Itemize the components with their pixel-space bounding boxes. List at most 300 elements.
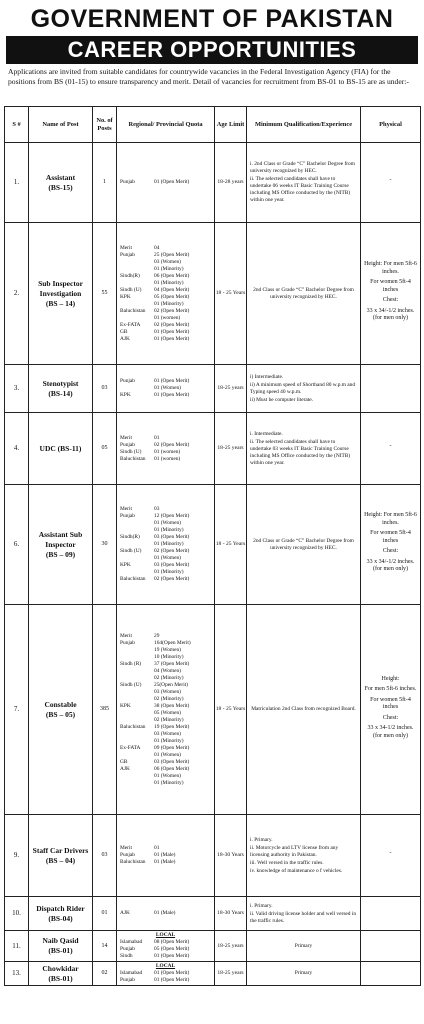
quota-line <box>120 696 211 703</box>
quota-region <box>120 555 154 562</box>
quota-region: AJK <box>120 335 130 342</box>
quota-region: Baluchistan <box>120 307 146 314</box>
quota-region: Punjab <box>120 852 135 858</box>
cell-num-posts <box>93 931 117 962</box>
post-grade: (BS-14) <box>48 388 73 398</box>
cell-post <box>29 897 93 931</box>
cell-sno <box>5 485 29 605</box>
qualification-item: i. 2nd Class or Grade “C” Bachelor Degree from university recognized by HEC. <box>250 161 355 174</box>
table-row <box>5 815 421 897</box>
age-text: 18-30 Years <box>217 910 244 916</box>
post-name: Chowkidar <box>42 963 79 973</box>
quota-value: 01 (Minority) <box>154 527 184 533</box>
quota-value: 01 (Open Merit) <box>154 179 190 185</box>
quota-region: Punjab <box>120 513 135 519</box>
quota-region: Merit <box>120 632 132 639</box>
sno-text: 2. <box>13 289 20 297</box>
quota-line <box>120 780 211 787</box>
quota-region: KPK <box>120 702 131 709</box>
physical-item: Chest: <box>382 297 399 304</box>
cell-age <box>215 897 247 931</box>
post-name: Constable <box>44 699 77 709</box>
sno-text: 4. <box>13 444 20 452</box>
cell-physical <box>361 897 421 931</box>
quota-line <box>120 273 211 280</box>
qualification-item: Primary <box>294 942 313 949</box>
quota-value: 04 (Women) <box>154 667 181 674</box>
sno-text: 10. <box>12 909 21 917</box>
cell-age <box>215 365 247 413</box>
cell-quota <box>117 485 215 605</box>
quota-value: 05 (Open Merit) <box>154 946 190 952</box>
cell-qualification <box>247 931 361 962</box>
cell-post <box>29 223 93 365</box>
cell-age <box>215 931 247 962</box>
quota-region: Sindh (U) <box>120 548 142 554</box>
cell-post <box>29 815 93 897</box>
num-posts-text: 55 <box>101 290 108 296</box>
sno-text: 6. <box>13 540 20 548</box>
qualification-item: ii. Valid driving license holder and well versed in the traffic rules. <box>250 910 357 924</box>
quota-line <box>120 322 211 329</box>
cell-sno <box>5 223 29 365</box>
quota-line <box>120 287 211 294</box>
quota-line <box>120 562 211 569</box>
quota-region: Sindh(R) <box>120 272 140 279</box>
quota-line <box>120 640 211 647</box>
quota-region: GB <box>120 328 128 335</box>
cell-post <box>29 143 93 223</box>
quota-value: 25 (Open Merit) <box>154 251 190 258</box>
col-header-qualification: Minimum Qualification/Experience <box>247 107 361 143</box>
cell-physical <box>361 143 421 223</box>
quota-line <box>120 308 211 315</box>
quota-line <box>120 294 211 301</box>
post-grade: (BS-01) <box>48 973 73 983</box>
vacancy-table <box>4 106 421 986</box>
table-row <box>5 485 421 605</box>
quota-value: 01 (Male) <box>154 910 176 916</box>
quota-value: 02 (Open Merit) <box>154 307 190 314</box>
cell-physical <box>361 413 421 485</box>
quota-line <box>120 852 211 859</box>
post-grade: (BS – 05) <box>45 709 76 719</box>
col-header-quota: Regional/ Provincial Quota <box>117 107 215 143</box>
qualification-item: ii) A minimum speed of Shorthand 80 w.p.m and Typing speed 40 w.p.m. <box>250 381 356 395</box>
quota-region <box>120 541 154 548</box>
quota-region <box>120 315 154 322</box>
quota-line <box>120 752 211 759</box>
sno-text: 11. <box>12 941 21 950</box>
quota-region <box>120 773 154 780</box>
quota-line <box>120 703 211 710</box>
col-header-physical: Physical <box>361 107 421 143</box>
quota-value: 01 (Women) <box>154 385 181 391</box>
qualification-item: i. Primary. <box>250 902 273 909</box>
quota-value: 01 (Women) <box>154 751 181 758</box>
cell-sno <box>5 897 29 931</box>
age-text: 18 - 25 Years <box>215 541 246 547</box>
cell-post <box>29 931 93 962</box>
physical-item: 33 x 34/-1/2 inches. (for men only) <box>366 558 415 573</box>
quota-value: 01 (women) <box>154 455 181 462</box>
quota-region: Merit <box>120 244 132 251</box>
quota-region: KPK <box>120 562 131 568</box>
quota-region <box>120 385 154 392</box>
num-posts-text: 30 <box>101 541 108 547</box>
physical-item: For men 5ft-6 inches. <box>364 686 417 693</box>
post-name: UDC (BS-11) <box>39 443 82 453</box>
quota-region: Sindh (U) <box>120 448 142 455</box>
quota-line <box>120 738 211 745</box>
quota-line <box>120 717 211 724</box>
quota-line <box>120 654 211 661</box>
quota-line <box>120 661 211 668</box>
cell-num-posts <box>93 365 117 413</box>
sno-text: 13. <box>12 969 21 977</box>
cell-post <box>29 413 93 485</box>
quota-region <box>120 527 154 534</box>
quota-line <box>120 179 211 186</box>
num-posts-text: 01 <box>101 910 108 916</box>
quota-value: 01 (Minority) <box>154 279 184 286</box>
num-posts-text: 385 <box>100 706 109 712</box>
cell-sno <box>5 365 29 413</box>
quota-region: Punjab <box>120 977 135 983</box>
cell-physical <box>361 931 421 962</box>
cell-qualification <box>247 365 361 413</box>
qualification-item: ii. Motorcycle and LTV license from any licensing authority in Pakistan. <box>250 844 339 858</box>
cell-post <box>29 485 93 605</box>
cell-num-posts <box>93 223 117 365</box>
cell-num-posts <box>93 605 117 815</box>
quota-region: GB <box>120 758 128 765</box>
quota-line <box>120 527 211 534</box>
qualification-item: 2nd Class or Grade “C” Bachelor Degree from university recognized by HEC. <box>253 537 354 551</box>
intro-paragraph: Applications are invited from suitable candidates for countrywide vacancies in the Federal Investigation Agency (FIA) for the positions from BS (01-15) to ensure transparency and merit. Detail of vacancies for recruitment from BS-01 to BS-15 are as under:- <box>8 67 409 86</box>
qualification-item: Primary <box>294 970 313 976</box>
num-posts-text: 14 <box>101 942 108 949</box>
quota-region <box>120 696 154 703</box>
qualification-item: iii. Well versed in the traffic rules. <box>250 859 324 866</box>
quota-value: 01 (Minority) <box>154 569 184 575</box>
col-header-post: Name of Post <box>29 107 93 143</box>
quota-value: 02 (Open Merit) <box>154 441 190 448</box>
quota-value: 01 (Open Merit) <box>154 953 190 959</box>
post-name: Dispatch Rider <box>36 903 85 913</box>
quota-value: 01 (Open Merit) <box>154 392 190 398</box>
cell-quota <box>117 931 215 962</box>
qualification-item: ii) Must be computer literate. <box>250 396 314 403</box>
quota-region <box>120 280 154 287</box>
cell-sno <box>5 962 29 986</box>
age-text: 18-25 years <box>217 942 244 949</box>
cell-qualification <box>247 413 361 485</box>
quota-line <box>120 259 211 266</box>
quota-line <box>120 675 211 682</box>
quota-region: AJK <box>120 765 130 772</box>
cell-post <box>29 365 93 413</box>
quota-value: 01 (Open Merit) <box>154 328 190 335</box>
quota-value: 05 (Open Merit) <box>154 293 190 300</box>
quota-line <box>120 513 211 520</box>
quota-region <box>120 647 154 654</box>
quota-line <box>120 689 211 696</box>
quota-line <box>120 541 211 548</box>
qualification-item: 2nd Class or Grade “C” Bachelor Degree from university recognized by HEC. <box>253 286 354 300</box>
quota-value: 01 (Minority) <box>154 265 184 272</box>
quota-region: Merit <box>120 506 132 512</box>
cell-sno <box>5 815 29 897</box>
page-title: GOVERNMENT OF PAKISTAN <box>30 5 394 33</box>
quota-region: Sindh(R) <box>120 534 140 540</box>
num-posts-text: 05 <box>101 445 108 451</box>
quota-value: 03 (Women) <box>154 730 181 737</box>
quota-region: Ex-FATA <box>120 744 141 751</box>
quota-line <box>120 569 211 576</box>
age-text: 18 - 25 Years <box>215 290 246 296</box>
table-row <box>5 897 421 931</box>
quota-line <box>120 548 211 555</box>
cell-sno <box>5 931 29 962</box>
quota-region: Baluchistan <box>120 455 146 462</box>
physical-item: 33 x 34-1/2 inches. (for men only) <box>367 725 414 739</box>
table-row <box>5 143 421 223</box>
quota-value: 03 (Women) <box>154 688 181 695</box>
quota-region: Punjab <box>120 378 135 384</box>
post-name: Naib Qasid <box>42 936 79 945</box>
quota-line <box>120 442 211 449</box>
physical-item: Height: <box>381 675 400 682</box>
quota-region: Merit <box>120 845 132 851</box>
quota-line <box>120 456 211 463</box>
quota-value: 01 (Women) <box>154 555 181 561</box>
table-header-row <box>5 107 421 143</box>
cell-physical <box>361 962 421 986</box>
physical-item: For women 5ft-4 inches <box>370 530 411 544</box>
quota-value: 01 (women) <box>154 448 181 455</box>
quota-line <box>120 953 211 960</box>
quota-value: 25(Open Merit) <box>154 681 188 688</box>
quota-region <box>120 738 154 745</box>
quota-line <box>120 845 211 852</box>
cell-qualification <box>247 962 361 986</box>
physical-item: Height: For men 5ft-6 inches. <box>364 512 417 526</box>
sno-text: 9. <box>13 851 20 859</box>
local-label: LOCAL <box>155 932 176 938</box>
quota-region <box>120 780 154 787</box>
quota-value: 164(Open Merit) <box>154 639 191 646</box>
cell-num-posts <box>93 413 117 485</box>
quota-value: 01 <box>154 434 160 441</box>
cell-qualification <box>247 485 361 605</box>
physical-item: - <box>389 850 392 857</box>
cell-quota <box>117 897 215 931</box>
quota-line <box>120 668 211 675</box>
table-row <box>5 962 421 986</box>
quota-line <box>120 385 211 392</box>
quota-value: 01 (Open Merit) <box>154 335 190 342</box>
quota-value: 04 <box>154 244 160 251</box>
col-header-sno: S # <box>5 107 29 143</box>
quota-line <box>120 724 211 731</box>
quota-line <box>120 506 211 513</box>
age-text: 18-30 Years <box>217 852 244 858</box>
quota-value: 38 (Open Merit) <box>154 702 190 709</box>
quota-line <box>120 766 211 773</box>
quota-value: 01 (Women) <box>154 520 181 526</box>
quota-line <box>120 534 211 541</box>
quota-line <box>120 315 211 322</box>
col-header-posts: No. of Posts <box>93 107 117 143</box>
cell-physical <box>361 223 421 365</box>
quota-line <box>120 245 211 252</box>
quota-value: 03 (Open Merit) <box>154 758 190 765</box>
quota-line <box>120 576 211 583</box>
quota-region: Sindh (U) <box>120 286 142 293</box>
physical-item: Chest: <box>382 548 399 555</box>
qualification-item: ii. The selected candidates shall have to undertake 06 weeks IT Basic Training Course including MS Office conducted by the (NITB) within one year. <box>250 176 351 203</box>
post-grade: (BS – 09) <box>45 549 76 559</box>
quota-value: 02 (Open Merit) <box>154 576 190 582</box>
quota-line <box>120 745 211 752</box>
cell-quota <box>117 143 215 223</box>
quota-line <box>120 301 211 308</box>
cell-qualification <box>247 223 361 365</box>
page-subtitle-banner: CAREER OPPORTUNITIES <box>6 36 418 64</box>
quota-value: 12 (Open Merit) <box>154 513 190 519</box>
sno-text: 7. <box>13 705 20 713</box>
table-body <box>5 143 421 986</box>
physical-item: For women 5ft-4 inches <box>370 279 411 293</box>
quota-line <box>120 731 211 738</box>
num-posts-text: 03 <box>101 385 108 391</box>
table-row <box>5 413 421 485</box>
quota-region <box>120 259 154 266</box>
quota-region <box>120 731 154 738</box>
quota-value: 01 (Minority) <box>154 541 184 547</box>
quota-region <box>120 668 154 675</box>
quota-region <box>120 689 154 696</box>
physical-item: - <box>389 177 392 184</box>
post-grade: (BS-01) <box>48 946 73 955</box>
quota-line <box>120 378 211 385</box>
physical-item: Chest: <box>382 714 399 721</box>
quota-region <box>120 675 154 682</box>
quota-value: 03 (Open Merit) <box>154 562 190 568</box>
physical-item: - <box>389 443 392 450</box>
quota-value: 02 (Minority) <box>154 716 184 723</box>
qualification-item: i) Intermediate. <box>250 373 284 380</box>
sno-text: 1. <box>13 178 20 186</box>
table-row <box>5 605 421 815</box>
quota-region: AJK <box>120 910 130 916</box>
qualification-item: Matriculation 2nd Class from recognized Board. <box>251 706 356 712</box>
quota-region: KPK <box>120 392 131 398</box>
quota-region: Punjab <box>120 179 135 185</box>
post-grade: (BS – 14) <box>45 298 76 308</box>
quota-region <box>120 520 154 527</box>
cell-num-posts <box>93 143 117 223</box>
cell-quota <box>117 365 215 413</box>
cell-num-posts <box>93 962 117 986</box>
quota-value: 04 (Open Merit) <box>154 286 190 293</box>
quota-value: 06 (Open Merit) <box>154 765 190 772</box>
num-posts-text: 02 <box>101 970 108 976</box>
cell-age <box>215 962 247 986</box>
cell-sno <box>5 605 29 815</box>
age-text: 18-25 years <box>217 445 244 451</box>
quota-line <box>120 647 211 654</box>
cell-age <box>215 815 247 897</box>
quota-value: 03 <box>154 506 160 512</box>
cell-qualification <box>247 143 361 223</box>
post-name: Sub Inspector Investigation <box>38 278 83 298</box>
cell-physical <box>361 485 421 605</box>
quota-line <box>120 280 211 287</box>
quota-region: Punjab <box>120 946 135 952</box>
quota-line <box>120 710 211 717</box>
quota-value: 01 (Male) <box>154 859 176 865</box>
quota-value: 09 (Open Merit) <box>154 744 190 751</box>
quota-value: 01 (Women) <box>154 772 181 779</box>
quota-region: KPK <box>120 293 131 300</box>
cell-post <box>29 605 93 815</box>
cell-sno <box>5 413 29 485</box>
quota-region: Punjab <box>120 639 135 646</box>
quota-line <box>120 449 211 456</box>
physical-item: Height: For men 5ft-6 inches. <box>364 261 417 275</box>
local-label: LOCAL <box>155 963 176 969</box>
age-text: 18-25 years <box>217 385 244 391</box>
post-grade: (BS-04) <box>48 913 73 923</box>
quota-region: Baluchistan <box>120 576 146 582</box>
quota-line <box>120 773 211 780</box>
post-name: Assistant Sub Inspector <box>38 529 83 549</box>
age-text: 18-28 years <box>217 179 244 185</box>
cell-age <box>215 413 247 485</box>
quota-value: 06 (Open Merit) <box>154 272 190 279</box>
quota-line <box>120 939 211 946</box>
quota-region <box>120 569 154 576</box>
quota-region: Baluchistan <box>120 859 146 865</box>
quota-region <box>120 301 154 308</box>
table-row <box>5 931 421 962</box>
post-grade: (BS-15) <box>48 182 73 192</box>
quota-value: 19 (Women) <box>154 646 181 653</box>
qualification-item: i. Primary. <box>250 836 273 843</box>
cell-quota <box>117 605 215 815</box>
post-grade: (BS – 04) <box>45 855 76 865</box>
quota-value: 01 (women) <box>154 314 181 321</box>
post-name: Stenotypist <box>42 378 79 388</box>
quota-value: 01 <box>154 845 160 851</box>
quota-line <box>120 977 211 984</box>
cell-qualification <box>247 815 361 897</box>
cell-post <box>29 962 93 986</box>
sno-text: 3. <box>13 384 20 392</box>
quota-line <box>120 336 211 343</box>
cell-sno <box>5 143 29 223</box>
quota-value: 01 (Open Merit) <box>154 378 190 384</box>
quota-line <box>120 329 211 336</box>
quota-line <box>120 946 211 953</box>
num-posts-text: 1 <box>103 179 106 185</box>
quota-value: 02 (Minority) <box>154 695 184 702</box>
cell-quota <box>117 223 215 365</box>
quota-value: 01 (Minority) <box>154 737 184 744</box>
age-text: 18-25 years <box>217 970 244 976</box>
